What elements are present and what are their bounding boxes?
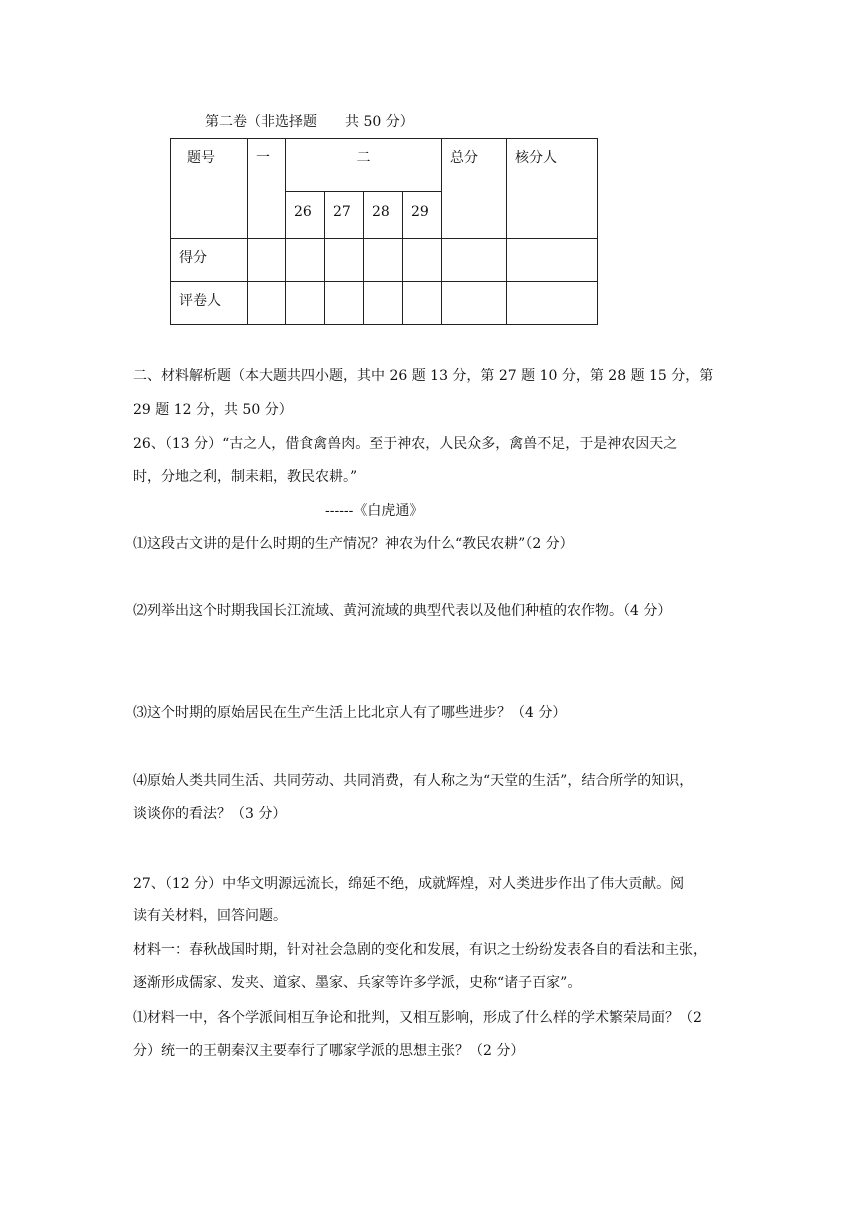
q27-subquestion-1: ⑴材料一中，各个学派间相互争论和批判，又相互影响，形成了什么样的学术繁荣局面？（2 <box>133 1010 702 1026</box>
q27-intro-cont: 读有关材料，回答问题。 <box>133 908 287 924</box>
cell-part-two: 二 <box>286 139 442 192</box>
cell-q27: 27 <box>325 192 364 239</box>
grader-cell <box>248 282 286 325</box>
score-cell <box>403 239 442 282</box>
q27-intro: 27、（12 分）中华文明源远流长，绵延不绝，成就辉煌，对人类进步作出了伟大贡献。阅 <box>133 876 685 892</box>
cell-grader-label: 评卷人 <box>171 282 248 325</box>
score-cell <box>248 239 286 282</box>
cell-q26: 26 <box>286 192 325 239</box>
score-cell <box>325 239 364 282</box>
cell-label-number: 题号 <box>171 139 248 239</box>
section-heading-cont: 29 题 12 分，共 50 分） <box>133 402 293 418</box>
grader-cell <box>364 282 403 325</box>
q27-material-1: 材料一：春秋战国时期，针对社会急剧的变化和发展，有识之士纷纷发表各自的看法和主张， <box>133 942 707 958</box>
q26-subquestion-4-cont: 谈谈你的看法？（3 分） <box>133 806 287 822</box>
grader-cell <box>403 282 442 325</box>
grader-cell <box>325 282 364 325</box>
grader-cell <box>286 282 325 325</box>
score-cell <box>507 239 598 282</box>
section-heading: 二、材料解析题（本大题共四小题，其中 26 题 13 分，第 27 题 10 分，第 28 题 15 分，第 <box>133 368 714 384</box>
cell-part-one: 一 <box>248 139 286 239</box>
q26-subquestion-3: ⑶这个时期的原始居民在生产生活上比北京人有了哪些进步？（4 分） <box>133 705 567 721</box>
q26-subquestion-4: ⑷原始人类共同生活、共同劳动、共同消费，有人称之为“天堂的生活”，结合所学的知识， <box>133 773 694 789</box>
cell-q29: 29 <box>403 192 442 239</box>
score-table <box>170 138 598 325</box>
q26-source: ------《白虎通》 <box>325 503 424 519</box>
q27-material-1-cont: 逐渐形成儒家、发夹、道家、墨家、兵家等许多学派，史称“诸子百家”。 <box>133 975 582 991</box>
cell-score-label: 得分 <box>171 239 248 282</box>
cell-total: 总分 <box>442 139 507 239</box>
score-cell <box>442 239 507 282</box>
grader-cell <box>442 282 507 325</box>
grader-cell <box>507 282 598 325</box>
section-title: 第二卷（非选择题 共 50 分） <box>205 114 414 130</box>
q26-subquestion-1: ⑴这段古文讲的是什么时期的生产情况？神农为什么“教民农耕”（2 分） <box>133 536 574 552</box>
score-cell <box>364 239 403 282</box>
q26-subquestion-2: ⑵列举出这个时期我国长江流域、黄河流域的典型代表以及他们种植的农作物。（4 分） <box>133 603 672 619</box>
q27-subquestion-1-cont: 分）统一的王朝秦汉主要奉行了哪家学派的思想主张？（2 分） <box>133 1043 525 1059</box>
cell-q28: 28 <box>364 192 403 239</box>
cell-checker: 核分人 <box>507 139 598 239</box>
q26-intro: 26、（13 分）“古之人，借食禽兽肉。至于神农，人民众多，禽兽不足，于是神农因天之 <box>133 436 678 452</box>
q26-intro-cont: 时，分地之利，制耒耜，教民农耕。” <box>133 469 358 485</box>
score-cell <box>286 239 325 282</box>
